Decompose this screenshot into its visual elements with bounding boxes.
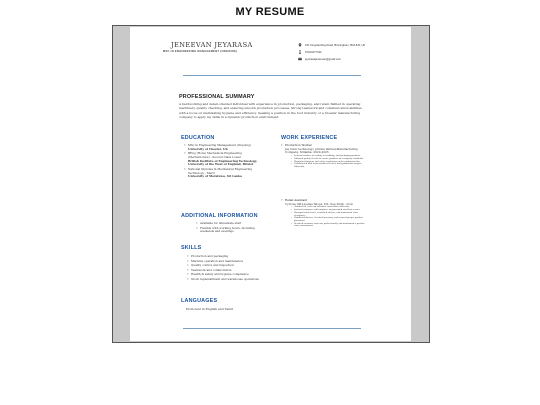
email-line xyxy=(298,57,341,61)
languages-text: Proficient in English and Tamil xyxy=(186,307,233,311)
additional-info-heading: ADDITIONAL INFORMATION xyxy=(181,213,258,219)
envelope-icon xyxy=(298,57,302,61)
additional-info-list xyxy=(195,222,265,235)
skill-item: • Production and packaging xyxy=(186,255,266,259)
job-duty: • Assisted customers with inquiries and provided excellent service. xyxy=(291,209,365,212)
skill-item: • Health & safety and hygiene compliance xyxy=(186,273,266,277)
education-school: University of Moratuwa, Sri Lanka xyxy=(188,174,242,179)
skill-item: • Machine operation and maintenance xyxy=(186,260,266,264)
job-duties xyxy=(280,155,365,169)
footer-divider xyxy=(183,328,361,329)
education-list xyxy=(183,144,261,180)
summary-heading: PROFESSIONAL SUMMARY xyxy=(179,94,255,100)
job-role: • Production Worker xyxy=(280,144,365,148)
header-divider xyxy=(183,75,361,76)
phone-line xyxy=(298,50,321,54)
address-text: 151 Kingstanding Road, Birmingham, B44 8JF, UK xyxy=(305,43,366,47)
page-title: MY RESUME xyxy=(235,6,305,18)
job-entry xyxy=(280,144,365,169)
job-duty: • Managed stock levels, restocked shelves, and maintained store cleanliness. xyxy=(291,212,365,217)
location-pin-icon xyxy=(298,43,302,47)
resume-page xyxy=(130,27,411,341)
email-text: jeyarasajeneevan@gmail.com xyxy=(305,57,342,61)
skill-item: • Teamwork and collaboration xyxy=(186,269,266,273)
job-duty: • Resolved customer concerns professionally and maintained a positive store environment. xyxy=(291,223,365,228)
education-item xyxy=(183,152,261,167)
languages-heading: LANGUAGES xyxy=(181,298,218,304)
additional-info-item: • Flexible with working hours, including weekends and evenings xyxy=(195,227,265,234)
phone-icon xyxy=(298,50,302,54)
education-course: MSc in Engineering Management (Ongoing) xyxy=(188,143,251,147)
skills-list xyxy=(186,255,266,282)
job-duty: • Maintained hygiene and safety regulations in the production line. xyxy=(291,161,365,164)
skill-item: • Stock replenishment and warehouse operations xyxy=(186,278,266,282)
job-duty: • Assisted workers in cutting, assembling, and packaging products. xyxy=(291,155,365,158)
candidate-name: JENEEVAN JEYARASA xyxy=(171,41,253,49)
education-school: University of Chester, UK xyxy=(188,146,228,151)
job-duty: • Handled deliveries, checked inventory, and ensured proper product placement. xyxy=(291,217,365,222)
job-entry xyxy=(280,199,365,228)
job-company: Cyrious Off-License Shops, UK. Sep 2024 - Now xyxy=(285,201,353,206)
job-duty: • Handled till, cash and customer transaction efficiently. xyxy=(291,206,365,209)
skills-heading: SKILLS xyxy=(181,245,202,251)
job-role: • Retail Assistant xyxy=(280,199,365,203)
job-duty: • Collaborated with team members to meet daily production targets efficiently. xyxy=(291,163,365,168)
education-school: British Institute of Engineering Technology, University of the West of England, Bristol xyxy=(188,158,258,167)
candidate-degree: MSC IN ENGINEERING MANAGEMENT (ONGOING) xyxy=(163,50,238,53)
address-line xyxy=(298,43,365,47)
education-item xyxy=(183,168,261,179)
job-duties xyxy=(280,206,365,228)
education-course: National Diploma in Mechanical Engineering Technology - Merit xyxy=(188,166,253,175)
education-course: BEng (Hons) Mechanical Engineering (Mechatronics) - Second Class Lower xyxy=(188,151,242,159)
job-company: Jay tunic technology private limited,Manufacturing Company, Srilanka. 2022-2023 xyxy=(285,146,358,155)
phone-text: 07424377432 xyxy=(305,50,322,54)
education-heading: EDUCATION xyxy=(181,135,215,141)
skill-item: • Quality control and inspection xyxy=(186,264,266,268)
resume-frame xyxy=(112,25,430,343)
work-experience-heading: WORK EXPERIENCE xyxy=(281,135,338,141)
additional-info-item: • Available for immediate start xyxy=(195,222,265,226)
summary-text: A hardworking and detail-oriented individual with experience in production, packaging, and retail. Skilled in operating machinery, quality checking, and ensuring smooth production processes. Strong teamwork and communication abilities, with a focus on maintaining hygiene and efficiency. Seeking a position in the food industry or a broader manufacturing company to apply my skills in a dynamic production environment. xyxy=(179,102,363,120)
job-duty: • Followed quality checks to ensure products met company standards. xyxy=(291,158,365,161)
